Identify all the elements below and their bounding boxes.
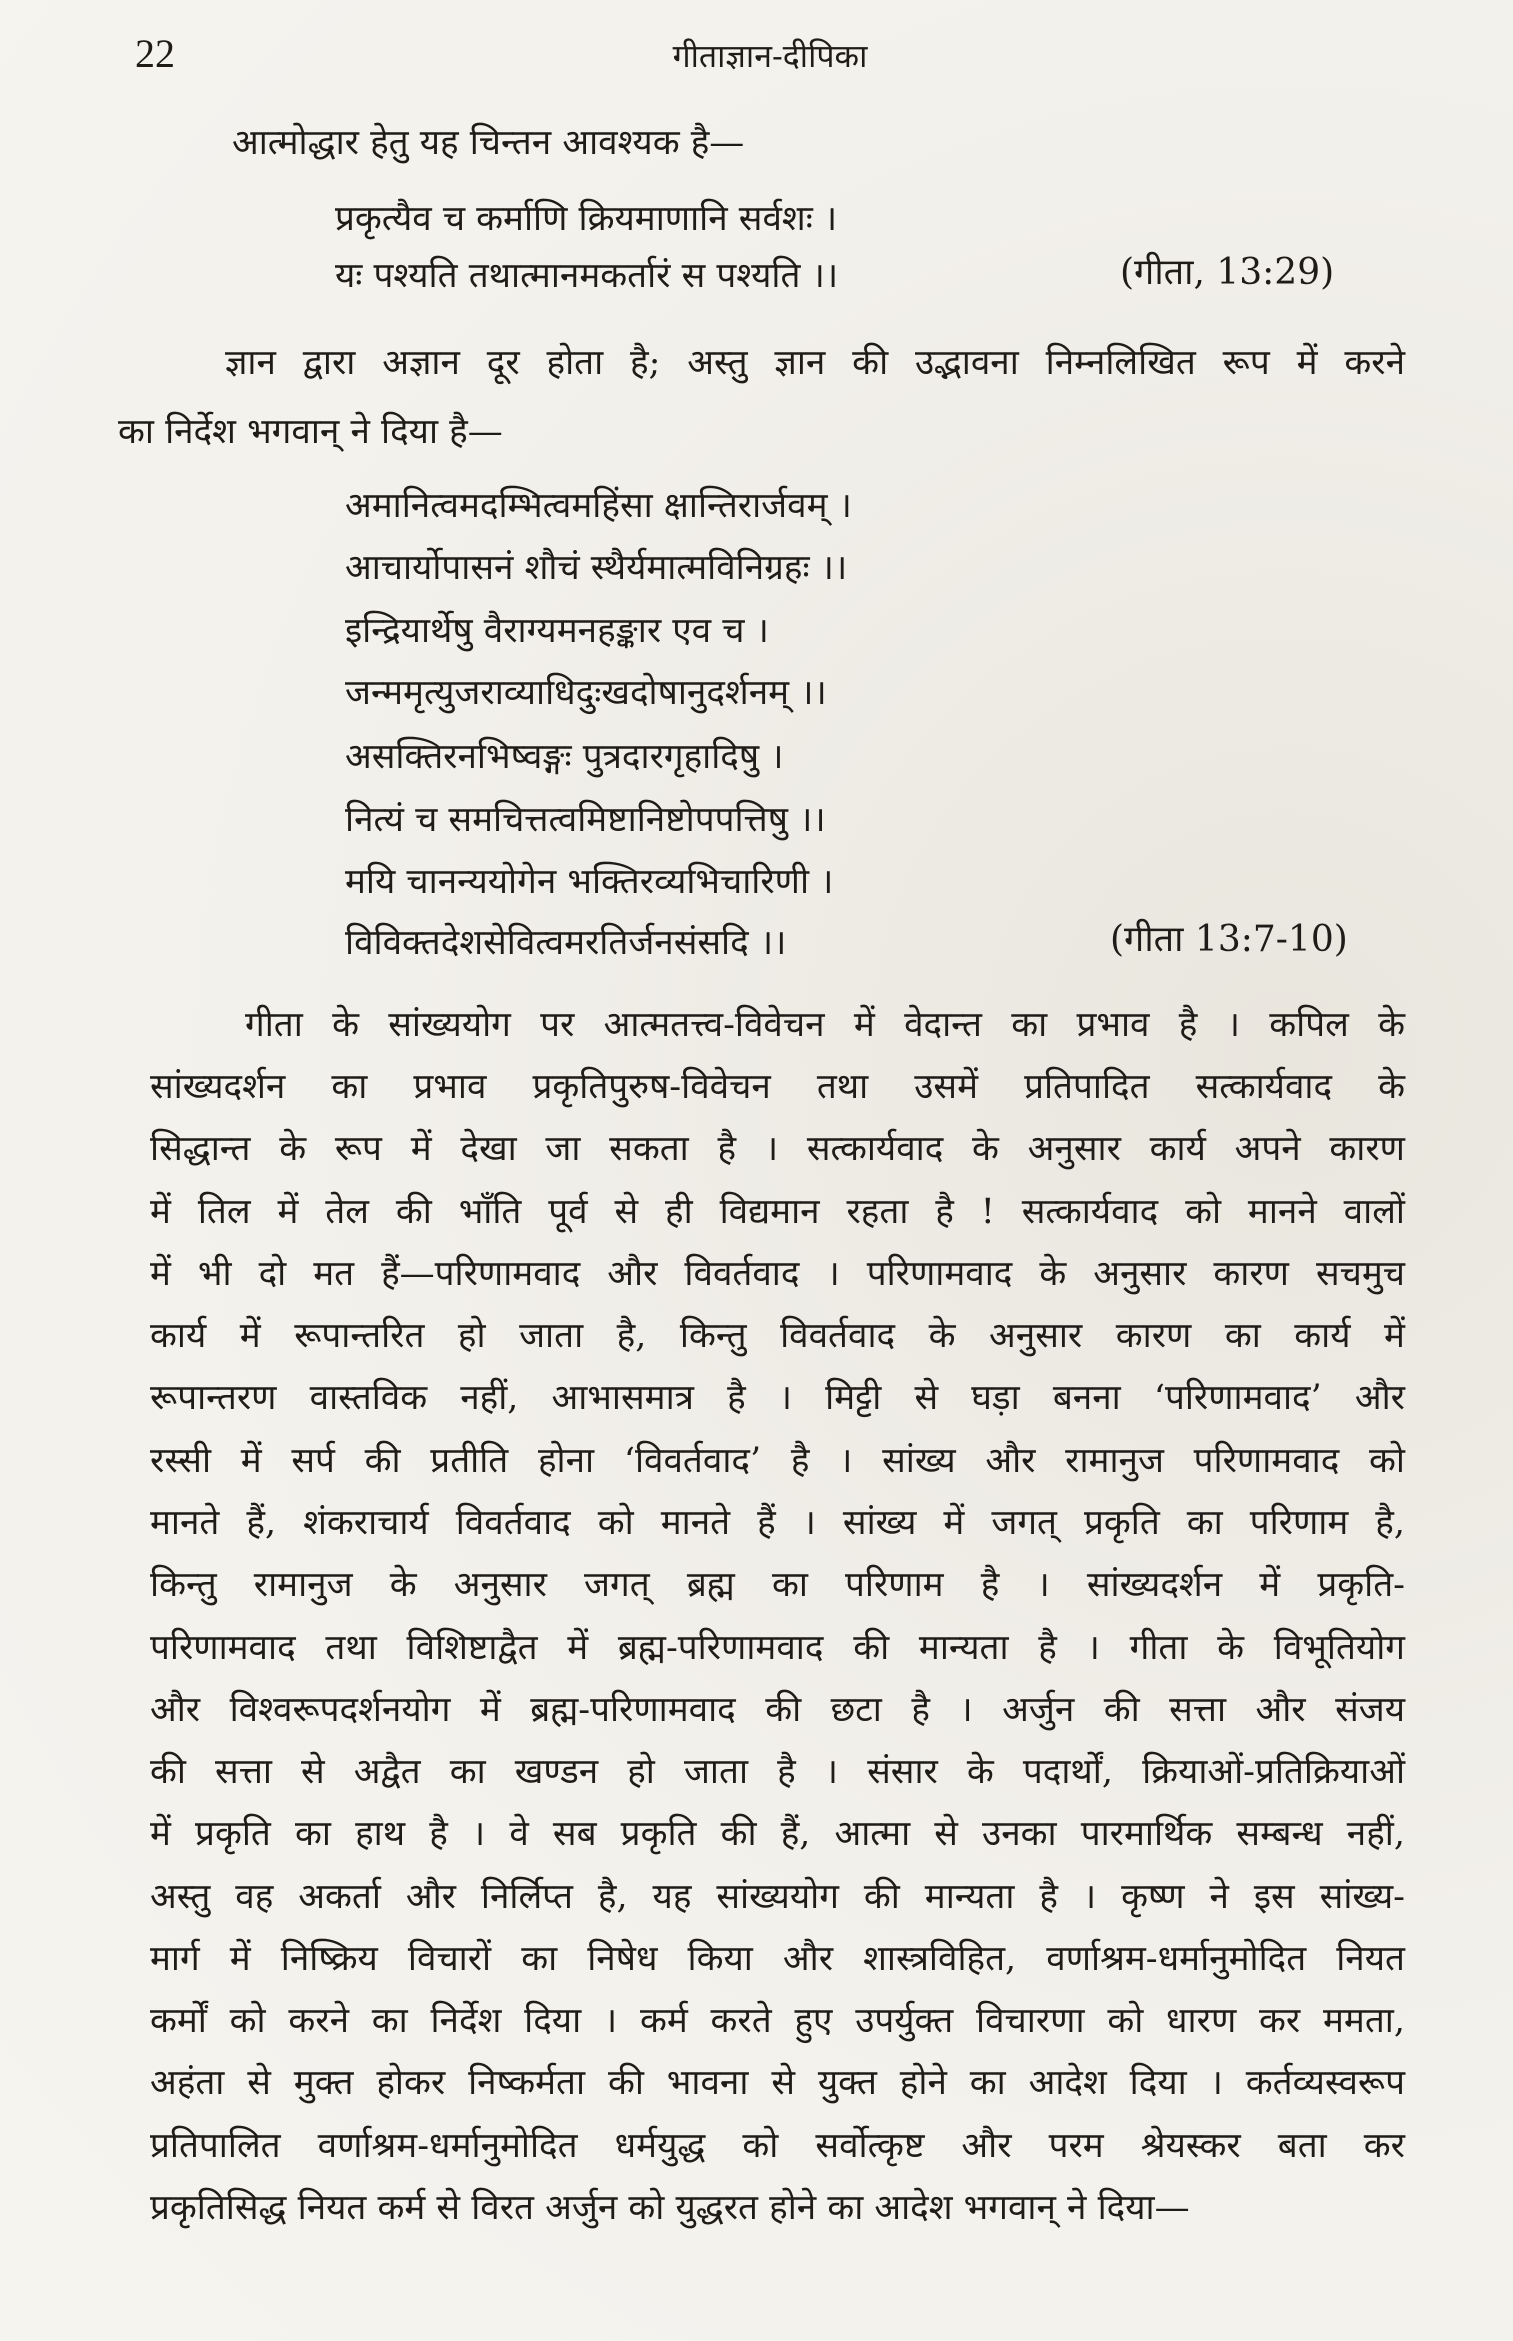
verse-line: यः पश्यति तथात्मानमकर्तारं स पश्यति ।। xyxy=(335,256,839,296)
verse-citation: (गीता 13:7-10) xyxy=(1110,919,1348,960)
paragraph-line: ज्ञान द्वारा अज्ञान दूर होता है; अस्तु ज्ञान की उद्भावना निम्नलिखित रूप में करने xyxy=(225,343,1405,383)
verse-line: नित्यं च समचित्तत्वमिष्टानिष्टोपपत्तिषु ।। xyxy=(345,800,826,840)
verse-line: मयि चानन्ययोगेन भक्तिरव्यभिचारिणी । xyxy=(345,862,834,902)
paragraph-line: में भी दो मत हैं—परिणामवाद और विवर्तवाद । परिणामवाद के अनुसार कारण सचमुच xyxy=(150,1254,1405,1294)
paragraph-line: गीता के सांख्ययोग पर आत्मतत्त्व-विवेचन में वेदान्त का प्रभाव है । कपिल के xyxy=(245,1005,1405,1045)
verse-line: अमानित्वमदम्भित्वमहिंसा क्षान्तिरार्जवम् । xyxy=(345,486,852,526)
paragraph-line: सिद्धान्त के रूप में देखा जा सकता है । सत्कार्यवाद के अनुसार कार्य अपने कारण xyxy=(150,1129,1405,1169)
paragraph-line: प्रतिपालित वर्णाश्रम-धर्मानुमोदित धर्मयुद्ध को सर्वोत्कृष्ट और परम श्रेयस्कर बता कर xyxy=(150,2126,1405,2166)
paragraph-line: कर्मों को करने का निर्देश दिया । कर्म करते हुए उपर्युक्त विचारणा को धारण कर ममता, xyxy=(150,2001,1405,2041)
paragraph-line: परिणामवाद तथा विशिष्टाद्वैत में ब्रह्म-परिणामवाद की मान्यता है । गीता के विभूतियोग xyxy=(150,1628,1405,1668)
verse-line: असक्तिरनभिष्वङ्गः पुत्रदारगृहादिषु । xyxy=(345,737,784,777)
paragraph-line: मार्ग में निष्क्रिय विचारों का निषेध किया और शास्त्रविहित, वर्णाश्रम-धर्मानुमोदित नियत xyxy=(150,1939,1405,1979)
paragraph-line: मानते हैं, शंकराचार्य विवर्तवाद को मानते हैं । सांख्य में जगत् प्रकृति का परिणाम है, xyxy=(150,1503,1405,1543)
paragraph-line: का निर्देश भगवान् ने दिया है— xyxy=(118,412,503,452)
verse-line: जन्ममृत्युजराव्याधिदुःखदोषानुदर्शनम् ।। xyxy=(345,673,827,713)
verse-citation: (गीता, 13:29) xyxy=(1120,252,1335,293)
paragraph-line: की सत्ता से अद्वैत का खण्डन हो जाता है । संसार के पदार्थों, क्रियाओं-प्रतिक्रियाओं xyxy=(150,1752,1405,1792)
paragraph-line: और विश्वरूपदर्शनयोग में ब्रह्म-परिणामवाद की छटा है । अर्जुन की सत्ता और संजय xyxy=(150,1690,1405,1730)
paragraph-line: अहंता से मुक्त होकर निष्कर्मता की भावना से युक्त होने का आदेश दिया । कर्तव्यस्वरूप xyxy=(150,2063,1405,2103)
paragraph-line: रस्सी में सर्प की प्रतीति होना ‘विवर्तवाद’ है । सांख्य और रामानुज परिणामवाद को xyxy=(150,1441,1405,1481)
verse-line: विविक्तदेशसेवित्वमरतिर्जनसंसदि ।। xyxy=(345,923,787,963)
paragraph-line: अस्तु वह अकर्ता और निर्लिप्त है, यह सांख्ययोग की मान्यता है । कृष्ण ने इस सांख्य- xyxy=(150,1877,1405,1917)
paragraph-line: रूपान्तरण वास्तविक नहीं, आभासमात्र है । मिट्टी से घड़ा बनना ‘परिणामवाद’ और xyxy=(150,1378,1405,1418)
paragraph-line: कार्य में रूपान्तरित हो जाता है, किन्तु विवर्तवाद के अनुसार कारण का कार्य में xyxy=(150,1316,1405,1356)
intro-line: आत्मोद्धार हेतु यह चिन्तन आवश्यक है— xyxy=(232,123,745,163)
paragraph-line: में प्रकृति का हाथ है । वे सब प्रकृति की हैं, आत्मा से उनका पारमार्थिक सम्बन्ध नहीं, xyxy=(150,1814,1405,1854)
running-title: गीताज्ञान-दीपिका xyxy=(672,37,868,75)
page-header xyxy=(135,30,1405,90)
paragraph-line: किन्तु रामानुज के अनुसार जगत् ब्रह्म का परिणाम है । सांख्यदर्शन में प्रकृति- xyxy=(150,1565,1405,1605)
verse-line: प्रकृत्यैव च कर्माणि क्रियमाणानि सर्वशः । xyxy=(335,199,838,239)
page-number: 22 xyxy=(135,31,175,76)
paragraph-line: में तिल में तेल की भाँति पूर्व से ही विद्यमान रहता है ! सत्कार्यवाद को मानने वालों xyxy=(150,1192,1405,1232)
verse-line: इन्द्रियार्थेषु वैराग्यमनहङ्कार एव च । xyxy=(345,611,769,651)
paragraph-line: सांख्यदर्शन का प्रभाव प्रकृतिपुरुष-विवेचन तथा उसमें प्रतिपादित सत्कार्यवाद के xyxy=(150,1067,1405,1107)
verse-line: आचार्योपासनं शौचं स्थैर्यमात्मविनिग्रहः ।। xyxy=(345,548,848,588)
paragraph-line: प्रकृतिसिद्ध नियत कर्म से विरत अर्जुन को युद्धरत होने का आदेश भगवान् ने दिया— xyxy=(150,2188,1190,2228)
